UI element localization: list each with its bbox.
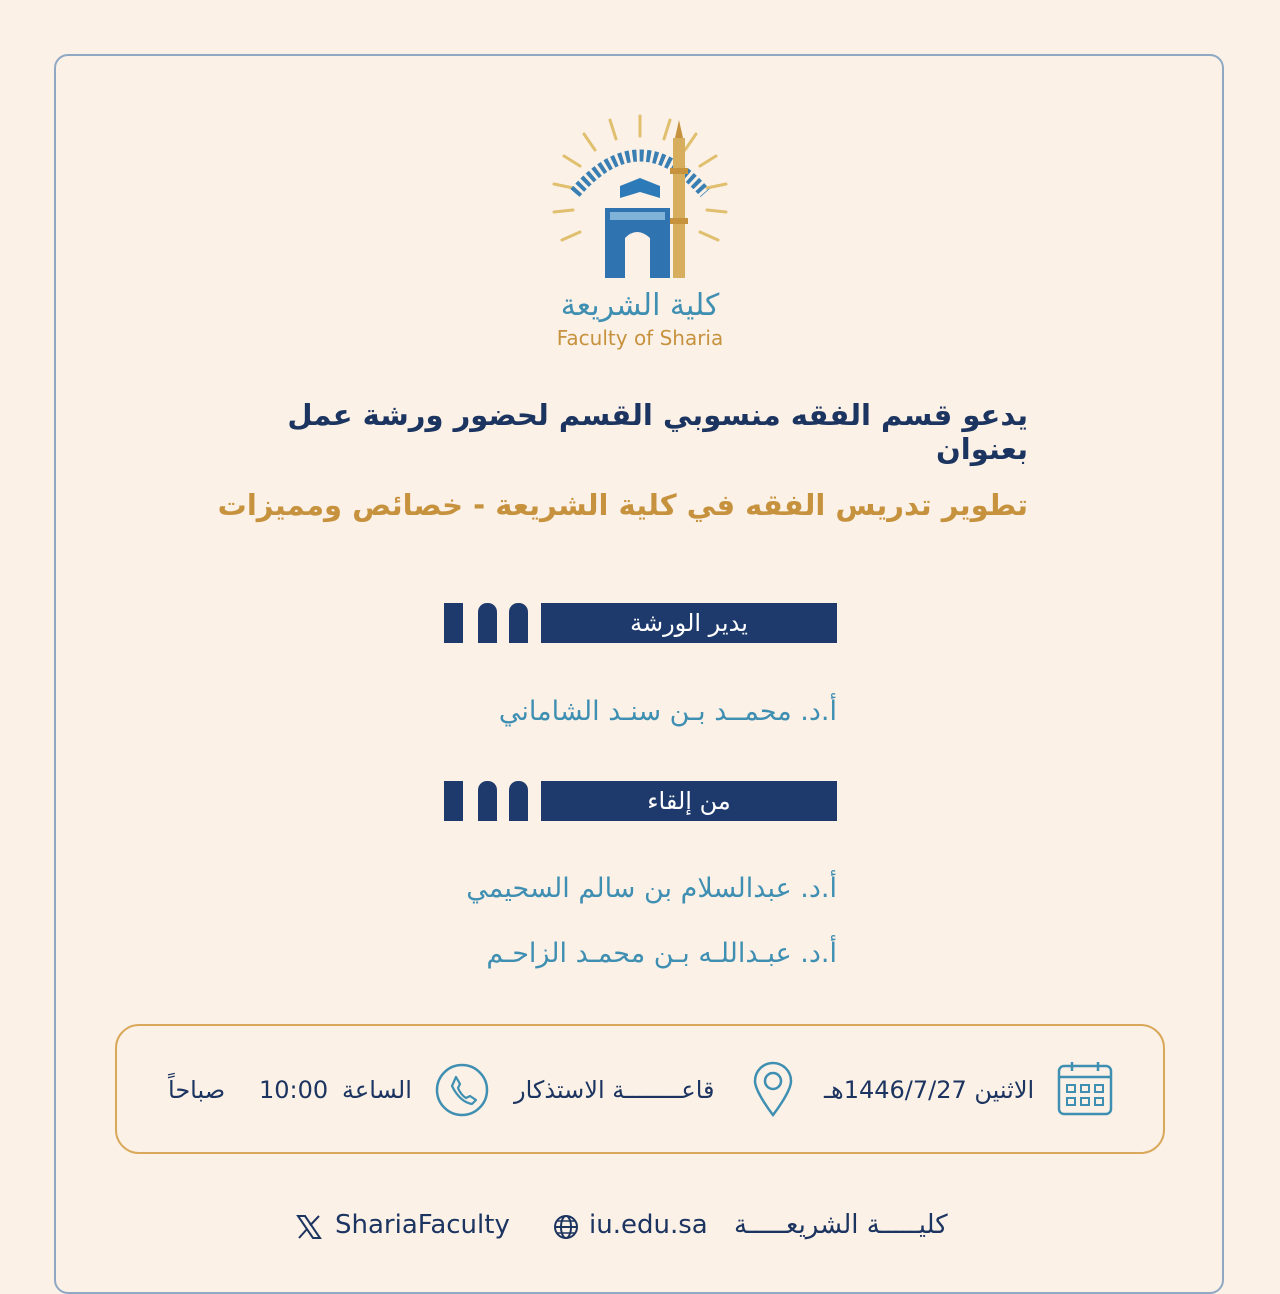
logo-arabic-name: كلية الشريعة (560, 288, 720, 323)
presenters-heading-bar (444, 781, 837, 821)
event-date: الاثنين 1446/7/27هـ (824, 1076, 1035, 1104)
decorative-bar (444, 781, 463, 821)
moderator-heading: يدير الورشة (541, 603, 837, 643)
presenter-name: أ.د. عبـداللـه بـن محمـد الزاحـم (486, 938, 837, 969)
time-value: 10:00 (259, 1076, 329, 1104)
presenter-name: أ.د. عبدالسلام بن سالم السحيمي (466, 873, 837, 904)
footer-social-handle[interactable]: ShariaFaculty (335, 1210, 510, 1240)
decorative-bar (478, 781, 497, 821)
time-period: صباحاً (168, 1076, 226, 1104)
decorative-bar (444, 603, 463, 643)
workshop-title: تطوير تدريس الفقه في كلية الشريعة - خصائص ومميزات (217, 488, 1028, 522)
invitation-intro: يدعو قسم الفقه منسوبي القسم لحضور ورشة عمل بعنوان (287, 398, 1028, 466)
moderator-name: أ.د. محمــد بـن سنـد الشاماني (498, 696, 837, 727)
university-emblem-icon (540, 108, 740, 288)
clock-icon (434, 1062, 490, 1118)
decorative-bar (478, 603, 497, 643)
decorative-bar (509, 781, 528, 821)
logo-english-name: Faculty of Sharia (556, 326, 724, 350)
time-label: الساعة (342, 1076, 412, 1104)
footer-website[interactable]: iu.edu.sa (589, 1210, 708, 1240)
footer-college-name: كليـــــة الشريعـــــة (734, 1210, 948, 1240)
location-pin-icon (751, 1060, 795, 1118)
moderator-heading-bar (444, 603, 837, 643)
calendar-icon (1056, 1060, 1114, 1118)
globe-icon (553, 1214, 579, 1240)
presenters-heading: من إلقاء (541, 781, 837, 821)
x-logo-icon (296, 1214, 322, 1240)
event-location: قاعــــــــة الاستذكار (514, 1076, 715, 1104)
decorative-bar (509, 603, 528, 643)
